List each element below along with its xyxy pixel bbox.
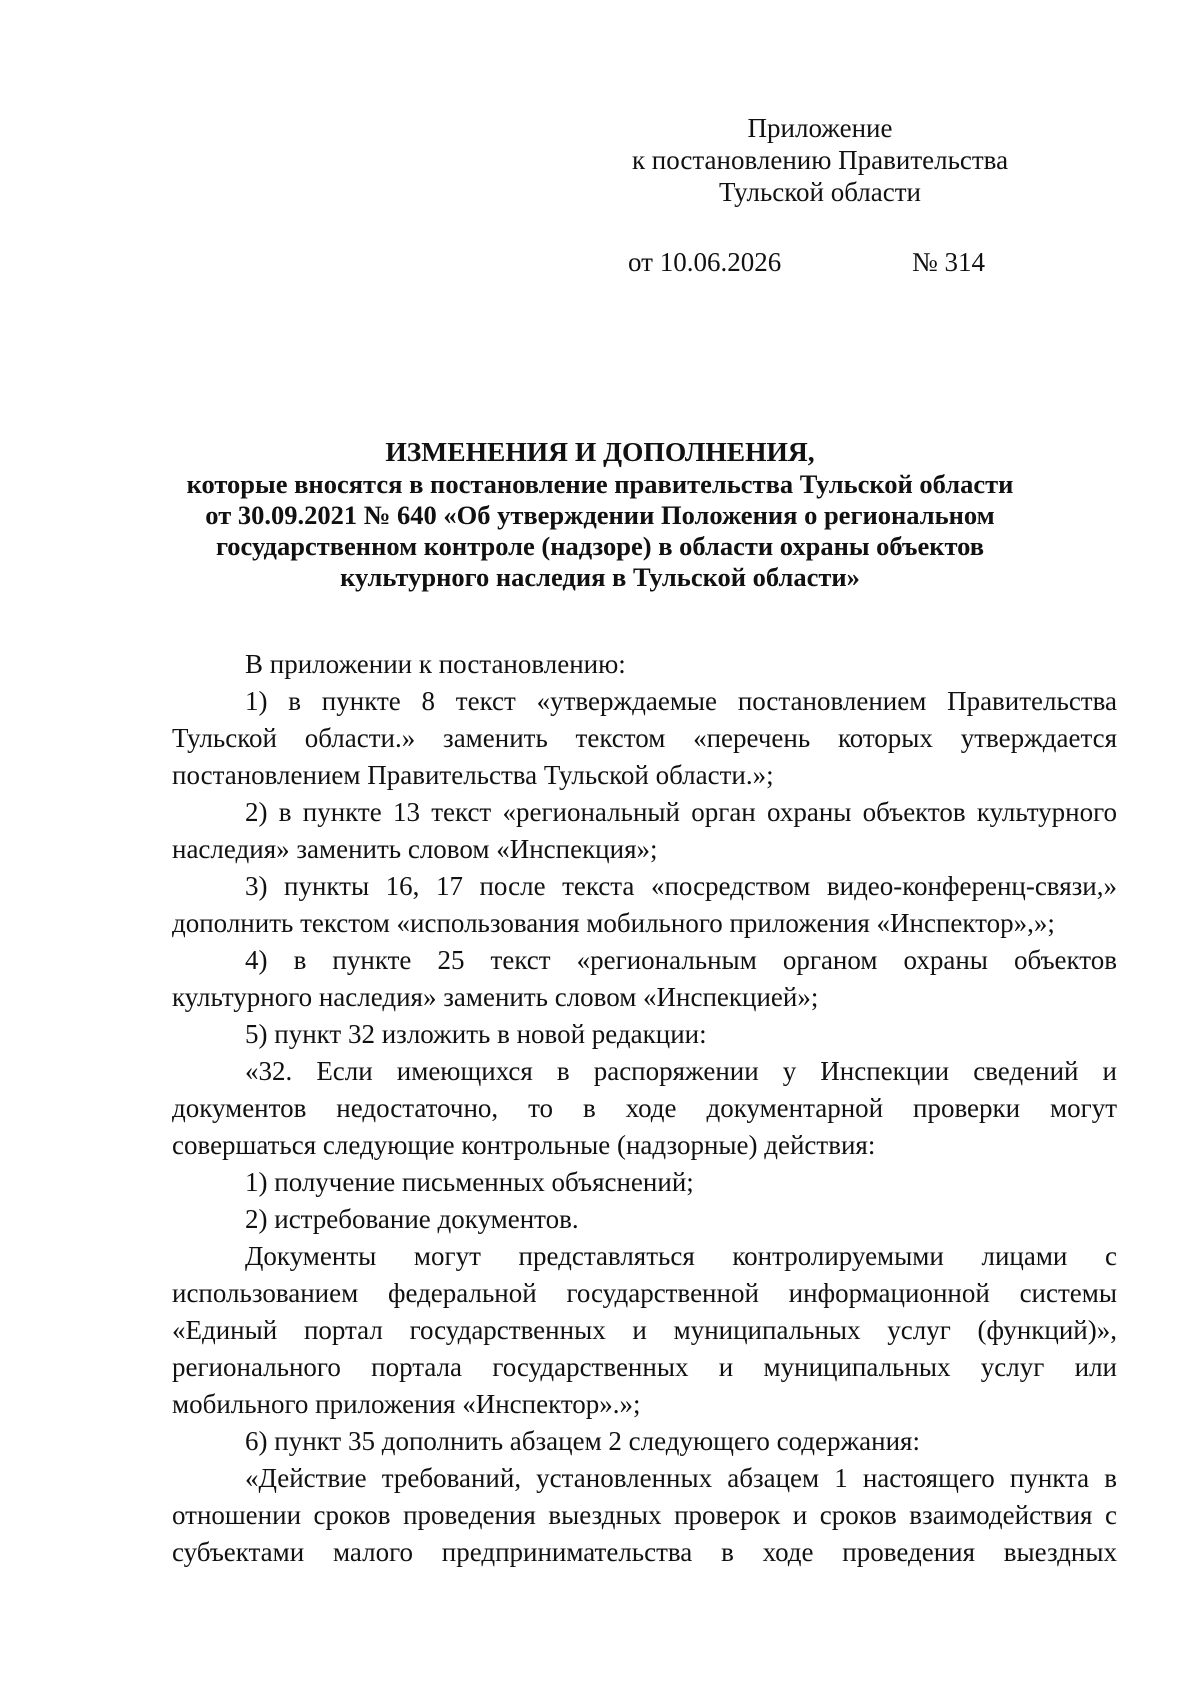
item-2-line: 2) в пункте 13 текст «региональный орган охраны объектов культурного (245, 797, 1117, 827)
title-line: которые вносятся в постановление правительства Тульской области (186, 469, 1014, 499)
appendix-header (610, 112, 1030, 208)
action-line: отношении сроков проведения выездных проверок и сроков взаимодействия с (172, 1500, 1117, 1530)
item-2-line: наследия» заменить словом «Инспекция»; (172, 834, 658, 864)
documents-line: «Единый портал государственных и муниципальных услуг (функций)», (172, 1315, 1117, 1345)
item-5: 5) пункт 32 изложить в новой редакции: (245, 1019, 707, 1049)
item-3-line: дополнить текстом «использования мобильного приложения «Инспектор»,»; (172, 908, 1055, 938)
action-line: субъектами малого предпринимательства в ходе проведения выездных (172, 1537, 1117, 1567)
item-1-line: Тульской области.» заменить текстом «перечень которых утверждается (172, 723, 1117, 753)
documents-line: мобильного приложения «Инспектор».»; (172, 1389, 641, 1419)
body-intro: В приложении к постановлению: (245, 649, 626, 679)
item-4-line: культурного наследия» заменить словом «Инспекцией»; (172, 982, 819, 1012)
item-1-line: постановлением Правительства Тульской области.»; (172, 760, 774, 790)
resolution-date: от 10.06.2026 (628, 247, 782, 277)
title-line: культурного наследия в Тульской области» (340, 562, 860, 592)
point-32-line: совершаться следующие контрольные (надзорные) действия: (172, 1130, 876, 1160)
point-32-subitem: 2) истребование документов. (245, 1204, 579, 1234)
item-6: 6) пункт 35 дополнить абзацем 2 следующего содержания: (245, 1426, 920, 1456)
appendix-resolution-ref: к постановлению Правительства (631, 145, 1009, 175)
appendix-region: Тульской области (719, 177, 921, 207)
point-32-line: документов недостаточно, то в ходе документарной проверки могут (172, 1093, 1117, 1123)
documents-line: регионального портала государственных и муниципальных услуг или (172, 1352, 1117, 1382)
title-heading: ИЗМЕНЕНИЯ И ДОПОЛНЕНИЯ, (385, 436, 815, 467)
action-line: «Действие требований, установленных абзацем 1 настоящего пункта в (245, 1463, 1117, 1493)
point-32-subitem: 1) получение письменных объяснений; (245, 1167, 694, 1197)
item-3-line: 3) пункты 16, 17 после текста «посредством видео-конференц-связи,» (245, 871, 1117, 901)
document-title (150, 436, 1050, 593)
document-body (172, 646, 1117, 1571)
documents-line: использованием федеральной государственной информационной системы (172, 1278, 1117, 1308)
item-1-line: 1) в пункте 8 текст «утверждаемые постановлением Правительства (245, 686, 1117, 716)
resolution-number: № 314 (912, 247, 986, 277)
appendix-label: Приложение (747, 113, 893, 143)
title-line: государственном контроле (надзоре) в области охраны объектов (215, 531, 985, 561)
point-32-line: «32. Если имеющихся в распоряжении у Инспекции сведений и (245, 1056, 1117, 1086)
documents-line: Документы могут представляться контролируемыми лицами с (245, 1241, 1117, 1271)
title-line: от 30.09.2021 № 640 «Об утверждении Положения о региональном (205, 500, 995, 530)
item-4-line: 4) в пункте 25 текст «региональным органом охраны объектов (245, 945, 1117, 975)
